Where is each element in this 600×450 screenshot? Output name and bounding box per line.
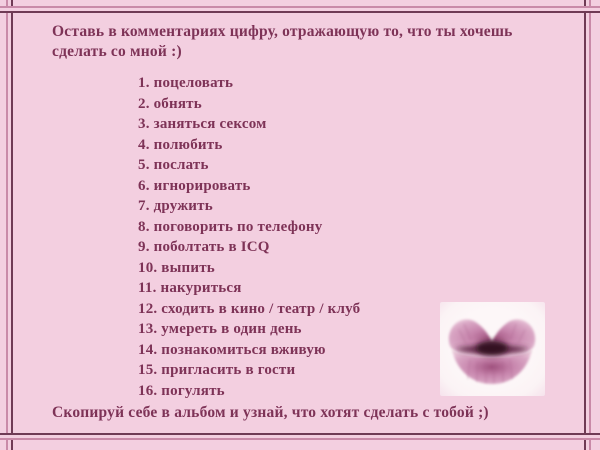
list-item: 4. полюбить bbox=[138, 136, 223, 153]
list-item: 15. пригласить в гости bbox=[138, 362, 296, 378]
list-item: 16. погулять bbox=[138, 382, 225, 399]
list-item: 3. заняться сексом bbox=[138, 116, 267, 132]
header-line: Оставь в комментариях цифру, отражающую то, что ты хочешь bbox=[52, 23, 513, 40]
frame-left-line bbox=[6, 0, 13, 450]
frame-top-line bbox=[0, 6, 600, 13]
list-item: 1. поцеловать bbox=[138, 75, 234, 91]
list-item: 5. послать bbox=[138, 157, 209, 173]
list-item: 11. накуриться bbox=[138, 280, 242, 296]
list-item: 14. познакомиться вживую bbox=[138, 341, 326, 358]
frame-right-line bbox=[584, 0, 591, 450]
list-item: 8. поговорить по телефону bbox=[138, 218, 323, 235]
list-item: 6. игнорировать bbox=[138, 177, 251, 194]
list-item: 12. сходить в кино / театр / клуб bbox=[138, 300, 361, 317]
frame-bottom-line bbox=[0, 433, 600, 440]
lips-icon bbox=[440, 302, 545, 396]
list-item: 2. обнять bbox=[138, 95, 202, 112]
header-text bbox=[52, 22, 584, 62]
list-item: 9. поболтать в ICQ bbox=[138, 239, 270, 255]
footer-text: Скопируй себе в альбом и узнай, что хотят сделать с тобой ;) bbox=[52, 404, 489, 421]
list-item: 10. выпить bbox=[138, 259, 215, 276]
header-line: сделать со мной :) bbox=[52, 43, 182, 60]
list-item: 7. дружить bbox=[138, 198, 213, 214]
kiss-image bbox=[440, 302, 545, 396]
list-item: 13. умереть в один день bbox=[138, 321, 302, 337]
